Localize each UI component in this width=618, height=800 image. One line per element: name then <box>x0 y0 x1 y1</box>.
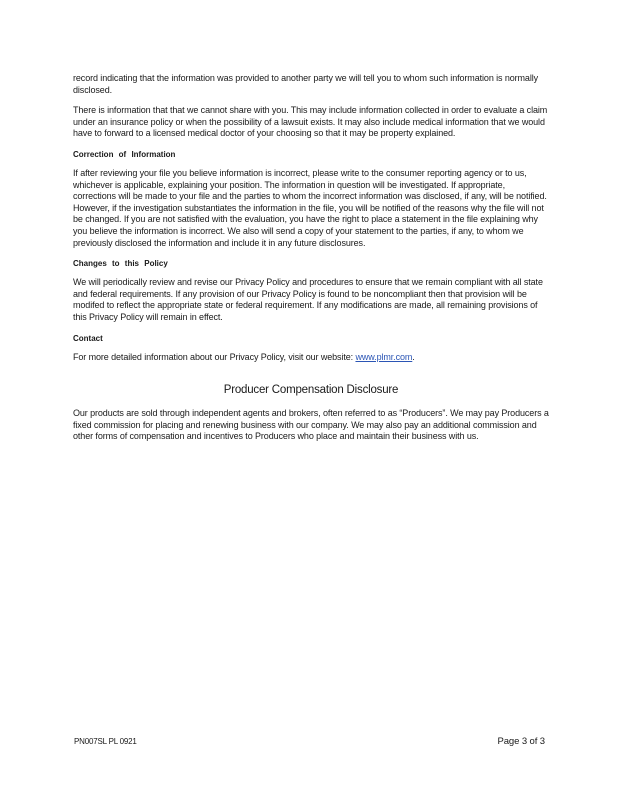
page-content <box>73 73 549 452</box>
contact-text: For more detailed information about our Privacy Policy, visit our website: <box>73 351 354 362</box>
contact-paragraph <box>73 352 549 364</box>
intro-paragraph: record indicating that the information was provided to another party we will tell you to whom such information is normally disclosed. <box>73 73 539 95</box>
changes-heading: Changes to this Policy <box>73 259 168 269</box>
form-code: PN007SL PL 0921 <box>74 737 137 746</box>
disclosure-title: Producer Compensation Disclosure <box>223 384 399 397</box>
correction-heading: Correction of Information <box>73 149 176 159</box>
changes-paragraph: We will periodically review and revise our Privacy Policy and procedures to ensure that we remain compliant with all state and federal requirements. If any provision of our Privacy Policy is found to be noncompliant then that provision will be modifed to reflect the appropriate state or federal requirement. If any modifications are made, all remaining provisions of this Privacy Policy will remain in effect. <box>73 277 543 322</box>
website-link[interactable]: www.plmr.com <box>355 351 413 362</box>
disclosure-paragraph: Our products are sold through independent agents and brokers, often referred to as “Producers”. We may pay Producers a fixed commission for placing and renewing business with our company. We may also pay an additional commission and other forms of compensation and incentives to Producers who place and maintain their business with us. <box>73 408 549 442</box>
contact-end: . <box>412 351 415 362</box>
contact-heading: Contact <box>73 333 103 343</box>
page-number: Page 3 of 3 <box>497 736 545 747</box>
correction-paragraph: If after reviewing your file you believe information is incorrect, please write to the consumer reporting agency or to us, whichever is applicable, explaining your position. The information in question will be investigated. If appropriate, corrections will be made to your file and the parties to whom the incorrect information was disclosed, if any, will be notified. However, if the investigation substantiates the information in the file, you will be notified of the reasons why the file will not be changed. If you are not satisfied with the evaluation, you have the right to place a statement in the file explaining why you believe the information is incorrect. We also will send a copy of your statement to the parties, if any, to whom we previously disclosed the information and include it in any future disclosures. <box>73 167 547 248</box>
cannot-share-paragraph: There is information that that we cannot share with you. This may include information collected in order to evaluate a claim under an insurance policy or when the possibility of a lawsuit exists. It may also include medical information that we would have to forward to a licensed medical doctor of your choosing so that it may be property explained. <box>73 105 548 139</box>
